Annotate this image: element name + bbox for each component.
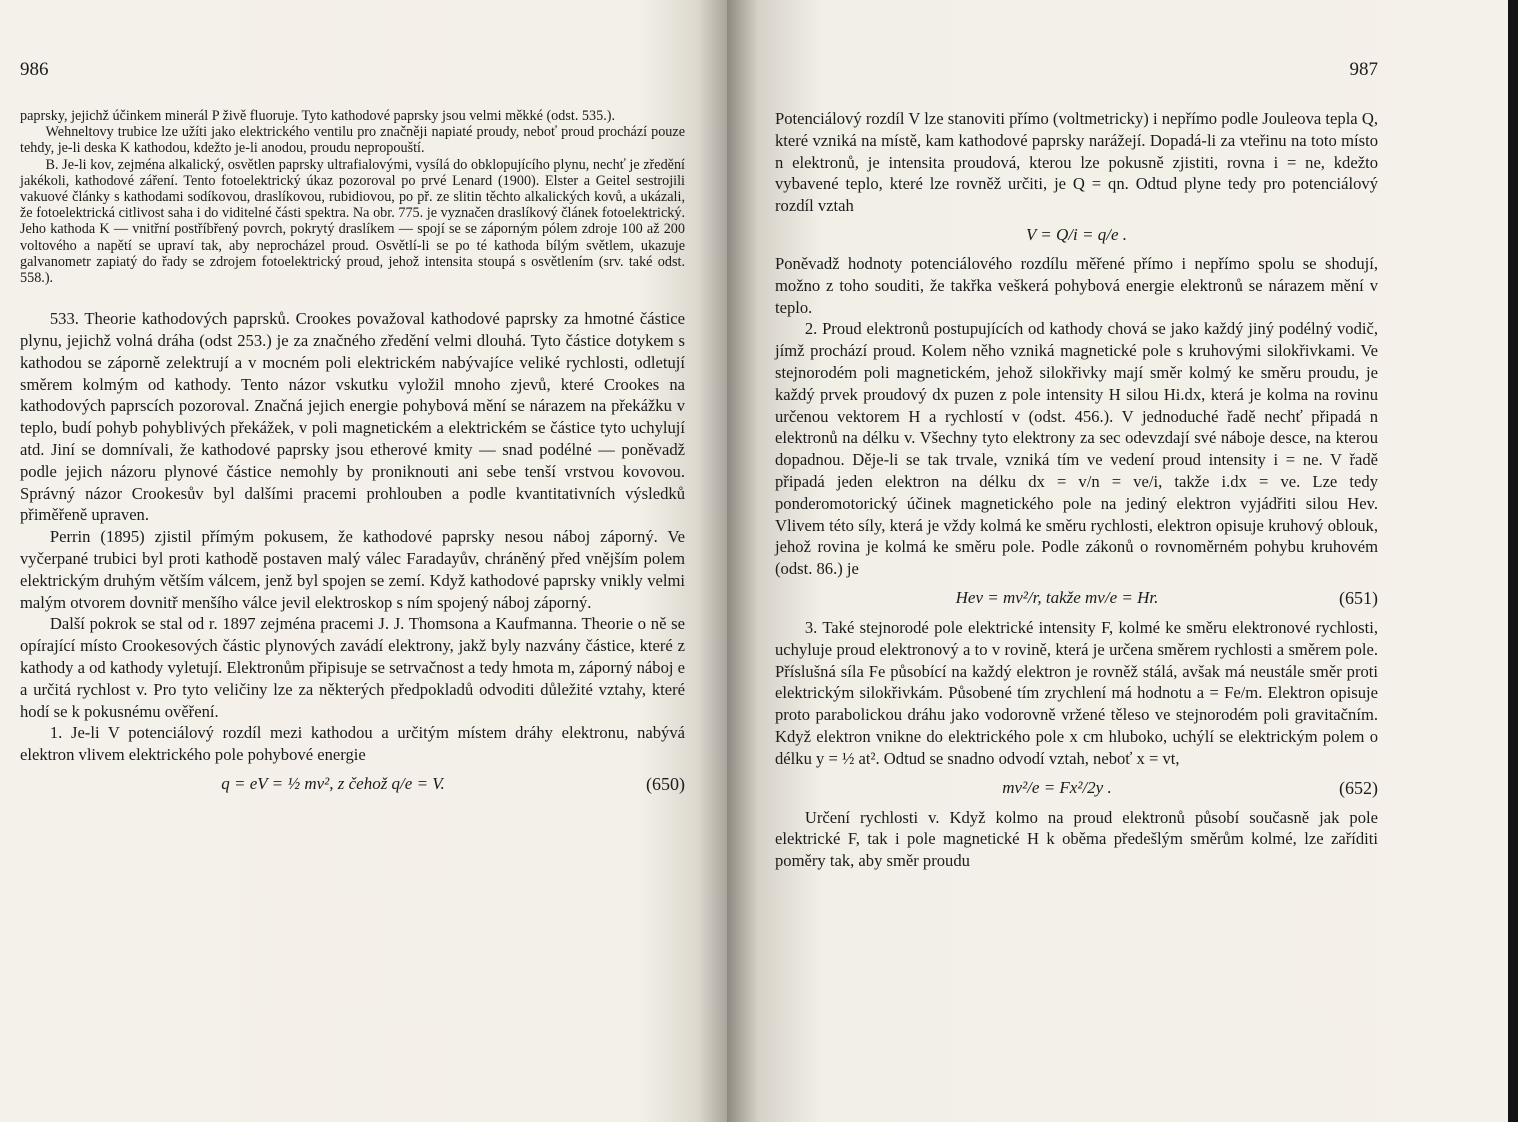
equation-652: [775, 778, 1378, 799]
equation-number: (650): [646, 773, 685, 794]
main-text-left: [20, 308, 685, 766]
equation-expression: V = Q/i = q/e .: [1025, 224, 1127, 244]
paragraph: 2. Proud elektronů postupujících od kathody chová se jako každý jiný podélný vodič, jímž prochází proud. Kolem něho vzniká magnetické pole s kruhovými silokřivkami. Ve stejnorodém poli magnetickém, jehož silokřivky mají směr kolmý ke směru proudu, je každý prvek proudový dx puzen z pole intensity H silou Hi.dx, která je kolma na rovinu určenou vektorem H a rychlostí v (odst. 456.). V jednoduché řadě nechť připadá n elektronů na délku v. Všechny tyto elektrony za sec odevzdají své náboje desce, na kterou dopadnou. Děje-li se tak trvale, vzniká tím ve vedení proud intensity i = ne. V řadě připadá jeden elektron na délku dx = v/n = ve/i, takže i.dx = ve. Lze tedy ponderomotorický účinek magnetického pole na jediný elektron vyjádřiti silou Hev. Vlivem této síly, která je vždy kolmá ke směru rychlosti, elektron opisuje kruhový oblouk, jehož rovina je kolmá ke směru pole. Podle zákonů o rovnoměrném pohybu kruhovém (odst. 86.) je: [775, 319, 1378, 579]
right-page: [727, 0, 1518, 1122]
equation-651: [775, 588, 1378, 609]
paragraph: 1. Je-li V potenciálový rozdíl mezi kathodou a určitým místem dráhy elektronu, nabývá elektron vlivem elektrického pole pohybové energie: [20, 723, 685, 765]
equation-expression: Hev = mv²/r, takže mv/e = Hr.: [955, 588, 1159, 608]
page-number-left: 986: [20, 59, 49, 80]
paragraph: Potenciálový rozdíl V lze stanoviti přímo (voltmetricky) i nepřímo podle Jouleova tepla Q, které vzniká na místě, kam kathodové paprsky narážejí. Dopadá-li za vteřinu na toto místo n elektronů, je intensita proudová, kterou lze pokusně zjistiti, rovna i = ne, kdežto vybavené teplo, které lze rovněž určiti, je Q = qn. Odtud plyne tedy pro potenciálový rozdíl vztah: [775, 109, 1378, 216]
paragraph: 3. Také stejnorodé pole elektrické intensity F, kolmé ke směru elektronové rychlosti, uchyluje proud elektronový a to v rovině, která je určena směrem rychlosti a směrem pole. Příslušná síla Fe působící na každý elektron je rovněž stálá, avšak má neustále směr proti elektrickým silokřivkám. Působené tím zrychlení má hodnotu a = Fe/m. Elektron opisuje proto parabolickou dráhu jako vodorovně vržené těleso ve stejnorodém poli gravitačním. Když elektron vnikne do elektrického pole x cm hluboko, uchýlí se elektrickým polem o délku y = ½ at². Odtud se snadno odvodí vztah, neboť x = vt,: [775, 617, 1378, 768]
paragraph: Další pokrok se stal od r. 1897 zejména pracemi J. J. Thomsona a Kaufmanna. Theorie o ně se opírající místo Crookesových částic plynových zavádí elektrony, jakž byly nazvány částice, které z kathody a od kathody vyletují. Elektronům připisuje se setrvačnost a tedy hmota m, záporný náboj e a určitá rychlost v. Pro tyto veličiny lze za některých předpokladů odvoditi důležité vztahy, které hodí se k pokusnému ověření.: [20, 614, 685, 721]
main-text-right-3: [775, 617, 1378, 770]
main-text-right: [775, 108, 1378, 217]
paragraph: Wehneltovy trubice lze užíti jako elektrického ventilu pro značněji napiaté proudy, neboť proud prochází pouze tehdy, je-li deska K kathodou, kdežto je-li anodou, proudu nepropouští.: [20, 124, 685, 157]
page-number-right: 987: [1349, 59, 1378, 80]
main-text-right-4: [775, 807, 1378, 872]
left-page: [0, 0, 727, 1122]
paragraph: B. Je-li kov, zejména alkalický, osvětlen paprsky ultrafialovými, vysílá do obklopujícího plynu, nechť je zředění jakékoli, kathodové záření. Tento fotoelektrický úkaz pozoroval po prvé Lenard (1900). Elster a Geitel sestrojili vakuové články s kathodami sodíkovou, draslíkovou, rubidiovou, po př. ze slitin těchto alkalických kovů, a ukázali, že fotoelektrická citlivost saha i do viditelné části spektra. Na obr. 775. je vyznačen draslíkový článek fotoelektrický. Jeho kathoda K — vnitřní postříbřený povrch, pokrytý draslíkem — spojí se se záporným pólem zdroje 100 až 200 voltového a napětí se upraví tak, aby neprocházel proud. Osvětlí-li se po té kathoda bílým světlem, ukazuje galvanometr zapiatý do řady se zdrojem fotoelektrický proud, jehož intensita stoupá s osvětlením (srv. také odst. 558.).: [20, 156, 685, 287]
equation-v: [775, 225, 1378, 245]
equation-650: [20, 774, 685, 795]
paragraph: 533. Theorie kathodových paprsků. Crookes považoval kathodové paprsky za hmotné částice plynu, jejichž volná dráha (odst 253.) je za značného zředění velmi dlouhá. Tyto částice dotykem s kathodou se záporně zelektrují a v mocném poli elektrickém nabývajíce veliké rychlosti, odletují směrem kolmým od kathody. Tento názor vskutku vyložil mnoho zjevů, které Crookes na kathodových paprscích pozoroval. Značná jejich energie pohybová mění se nárazem na překážku v teplo, budí pohyb pohyblivých překážek, v poli magnetickém a elektrickém se částice tyto uchylují atd. Jiní se domnívali, že kathodové paprsky jsou etherové kmity — snad podélné — poněvadž podle jejich názoru plynové částice nemohly by proniknouti ani sebe tenší vrstvou kovovou. Správný názor Crookesův byl dalšími pracemi prohlouben a podle kvantitativních výsledků přiměřeně upraven.: [20, 309, 685, 525]
paragraph: Perrin (1895) zjistil přímým pokusem, že kathodové paprsky nesou náboj záporný. Ve vyčerpané trubici byl proti kathodě postaven malý válec Faradayův, chráněný před vnějším polem elektrickým druhým větším válcem, jenž byl spojen se zemí. Když kathodové paprsky vnikly velmi malým otvorem dovnitř menšího válce jevil elektroskop s ním spojený náboj záporný.: [20, 527, 685, 612]
paragraph: Poněvadž hodnoty potenciálového rozdílu měřené přímo i nepřímo spolu se shodují, možno z toho souditi, že takřka veškerá pohybová energie elektronů se nárazem mění v teplo.: [775, 253, 1378, 317]
equation-number: (651): [1339, 587, 1378, 608]
paragraph: paprsky, jejichž účinkem minerál P živě fluoruje. Tyto kathodové paprsky jsou velmi měkké (odst. 535.).: [20, 108, 616, 124]
small-print-section: [20, 108, 685, 286]
paragraph: Určení rychlosti v. Když kolmo na proud elektronů působí současně jak pole elektrické F, tak i pole magnetické H k oběma předešlým směrům kolmé, lze zaříditi poměry tak, aby směr proudu: [775, 807, 1378, 871]
equation-number: (652): [1339, 777, 1378, 798]
main-text-right-2: [775, 253, 1378, 580]
equation-expression: q = eV = ½ mv², z čehož q/e = V.: [221, 774, 445, 794]
equation-expression: mv²/e = Fx²/2y .: [1002, 778, 1112, 798]
